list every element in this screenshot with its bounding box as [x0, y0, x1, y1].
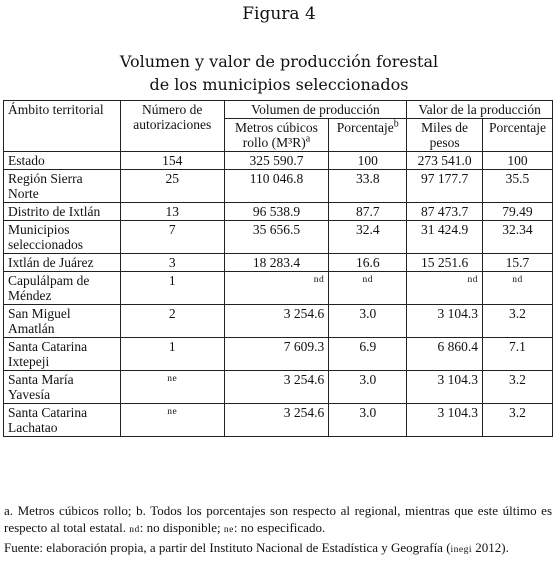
cell-pct-vol: 16.6: [329, 254, 407, 272]
header-porcentaje-vol: Porcentaje$^b$: [329, 119, 407, 152]
table-row: [4, 371, 553, 404]
cell-ambito: Distrito de Ixtlán: [4, 203, 121, 221]
title-line-2: de los municipios seleccionados: [149, 75, 409, 94]
cell-miles: 3 104.3: [407, 305, 483, 338]
cell-miles: 3 104.3: [407, 404, 483, 437]
cell-m3r: 3 254.6: [224, 305, 329, 338]
table-row: [4, 272, 553, 305]
cell-miles: 87 473.7: [407, 203, 483, 221]
cell-pct-vol: nd: [329, 272, 407, 305]
cell-num: 13: [120, 203, 224, 221]
cell-pct-val: 3.2: [482, 404, 552, 437]
figure-label: Figura 4: [242, 4, 316, 24]
cell-miles: 31 424.9: [407, 221, 483, 254]
cell-pct-vol: 6.9: [329, 338, 407, 371]
cell-pct-vol: 3.0: [329, 371, 407, 404]
cell-num: 25: [120, 170, 224, 203]
cell-pct-vol: 100: [329, 152, 407, 170]
table-row: [4, 221, 553, 254]
table-row: [4, 152, 553, 170]
cell-pct-val: 32.34: [482, 221, 552, 254]
cell-pct-val: nd: [482, 272, 552, 305]
header-volumen: Volumen de producción: [224, 101, 407, 119]
header-metros: Metros cúbicos rollo $(M^3R)^a$: [224, 119, 329, 152]
cell-ambito: Santa Catarina Lachatao: [4, 404, 121, 437]
cell-ambito: Región Sierra Norte: [4, 170, 121, 203]
cell-m3r: 35 656.5: [224, 221, 329, 254]
cell-num: 154: [120, 152, 224, 170]
cell-m3r: 7 609.3: [224, 338, 329, 371]
cell-pct-val: 79.49: [482, 203, 552, 221]
cell-ambito: Ixtlán de Juárez: [4, 254, 121, 272]
cell-miles: nd: [407, 272, 483, 305]
cell-ambito: Santa María Yavesía: [4, 371, 121, 404]
table-notes: [4, 502, 552, 559]
cell-pct-vol: 87.7: [329, 203, 407, 221]
cell-pct-val: 3.2: [482, 305, 552, 338]
cell-pct-val: 15.7: [482, 254, 552, 272]
table-row: [4, 203, 553, 221]
cell-m3r: 3 254.6: [224, 371, 329, 404]
cell-num: 1: [120, 338, 224, 371]
table-row: [4, 305, 553, 338]
table-row: [4, 404, 553, 437]
cell-pct-val: 3.2: [482, 371, 552, 404]
table-row: [4, 254, 553, 272]
header-miles: Miles de pesos: [407, 119, 483, 152]
cell-ambito: Santa Catarina Ixtepeji: [4, 338, 121, 371]
table-title: [0, 50, 558, 96]
cell-miles: 15 251.6: [407, 254, 483, 272]
cell-m3r: 3 254.6: [224, 404, 329, 437]
cell-m3r: 18 283.4: [224, 254, 329, 272]
header-numero: Número de autorizaciones: [120, 101, 224, 152]
cell-m3r: 96 538.9: [224, 203, 329, 221]
cell-pct-val: 7.1: [482, 338, 552, 371]
cell-pct-val: 35.5: [482, 170, 552, 203]
cell-num: 2: [120, 305, 224, 338]
table-row: [4, 338, 553, 371]
production-table: [3, 100, 553, 437]
cell-pct-vol: 3.0: [329, 404, 407, 437]
cell-pct-vol: 3.0: [329, 305, 407, 338]
cell-pct-vol: 33.8: [329, 170, 407, 203]
cell-ambito: San Miguel Amatlán: [4, 305, 121, 338]
table-row: [4, 170, 553, 203]
cell-num: 7: [120, 221, 224, 254]
cell-ambito: Municipios seleccionados: [4, 221, 121, 254]
cell-m3r: 110 046.8: [224, 170, 329, 203]
cell-num: ne: [120, 371, 224, 404]
cell-pct-vol: 32.4: [329, 221, 407, 254]
title-line-1: Volumen y valor de producción forestal: [119, 52, 439, 71]
header-porcentaje-val: Porcentaje: [482, 119, 552, 152]
source-note: Fuente: elaboración propia, a partir del Instituto Nacional de Estadística y Geografía (inegi 2012).: [4, 540, 509, 555]
footnote: a. Metros cúbicos rollo; b. Todos los porcentajes son respecto al regional, mientras que este último es respecto al total estatal. nd: no disponible; ne: no especificado.: [4, 503, 552, 535]
cell-m3r: nd: [224, 272, 329, 305]
cell-num: 3: [120, 254, 224, 272]
cell-ambito: Estado: [4, 152, 121, 170]
cell-miles: 273 541.0: [407, 152, 483, 170]
cell-miles: 3 104.3: [407, 371, 483, 404]
header-ambito: Ámbito territorial: [4, 101, 121, 152]
cell-num: 1: [120, 272, 224, 305]
cell-miles: 97 177.7: [407, 170, 483, 203]
cell-miles: 6 860.4: [407, 338, 483, 371]
cell-m3r: 325 590.7: [224, 152, 329, 170]
cell-num: ne: [120, 404, 224, 437]
cell-ambito: Capulálpam de Méndez: [4, 272, 121, 305]
header-valor: Valor de la producción: [407, 101, 553, 119]
cell-pct-val: 100: [482, 152, 552, 170]
